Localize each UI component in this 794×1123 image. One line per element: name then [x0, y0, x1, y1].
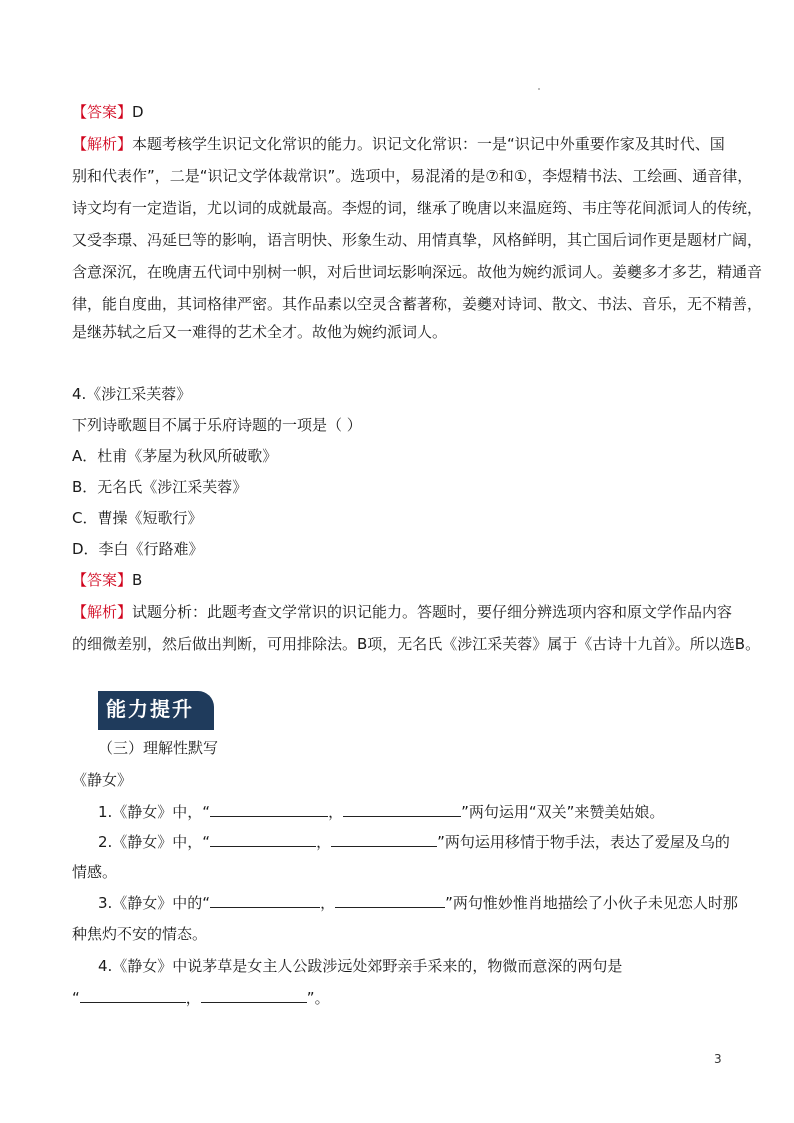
scan-dot: [538, 88, 540, 90]
answer-value: B: [132, 571, 143, 589]
analysis2-line-1: [72, 602, 732, 622]
option-a: A．杜甫《茅屋为秋风所破歌》: [72, 447, 278, 465]
sub-heading: （三）理解性默写: [98, 739, 219, 757]
blank-field[interactable]: [343, 802, 461, 817]
analysis-text: 试题分析：此题考查文学常识的识记能力。答题时，要仔细分辨选项内容和原文学作品内容: [132, 603, 733, 621]
item-text: ，: [185, 989, 201, 1007]
blank-field[interactable]: [331, 832, 437, 847]
answer-line-1: [72, 102, 732, 122]
answer-value: D: [132, 103, 144, 121]
item-text: ”两句惟妙惟肖地描绘了小伙子未见恋人时那: [445, 894, 738, 912]
blank-field[interactable]: [210, 893, 320, 908]
question-stem: 下列诗歌题目不属于乐府诗题的一项是（ ）: [72, 416, 362, 434]
analysis-line: 别和代表作”，二是“识记文学体裁常识”。选项中，易混淆的是⑦和①，李煜精书法、工绘画、通音律，: [72, 167, 753, 185]
answer-label: 【答案】: [72, 103, 133, 121]
blank-field[interactable]: [201, 988, 307, 1003]
analysis2-line-2: 的细微差别，然后做出判断，可用排除法。B项，无名氏《涉江采芙蓉》属于《古诗十九首》。所以选B。: [72, 635, 761, 653]
section-heading: 能力提升: [98, 691, 214, 727]
analysis-line: 又受李璟、冯延巳等的影响，语言明快、形象生动、用情真挚，风格鲜明，其亡国后词作更是题材广阔，: [72, 231, 763, 249]
item-text: ，: [320, 894, 336, 912]
section-heading-underline: [98, 727, 214, 730]
item-text: ”两句运用“双关”来赞美姑娘。: [461, 803, 665, 821]
analysis-line: 律，能自度曲，其词格律严密。其作品素以空灵含蓄著称，姜夔对诗词、散文、书法、音乐，无不精善，: [72, 295, 763, 313]
analysis-line: 诗文均有一定造诣，尤以词的成就最高。李煜的词，继承了晚唐以来温庭筠、韦庄等花间派词人的传统，: [72, 199, 763, 217]
fill-item-3-cont: 种焦灼不安的情态。: [72, 925, 208, 943]
question-title: 4.《涉江采芙蓉》: [72, 385, 192, 403]
fill-item-1: [98, 802, 758, 822]
fill-item-2: [98, 832, 758, 852]
analysis-label: 【解析】: [72, 603, 133, 621]
analysis-line-1: [72, 134, 732, 154]
analysis-text: 本题考核学生识记文化常识的能力。识记文化常识：一是“识记中外重要作家及其时代、国: [132, 135, 725, 153]
blank-field[interactable]: [80, 988, 186, 1003]
answer-line-2: [72, 570, 732, 590]
item-text: ”。: [306, 989, 330, 1007]
item-text: “: [72, 989, 80, 1007]
blank-field[interactable]: [210, 802, 328, 817]
option-d: D．李白《行路难》: [72, 540, 204, 558]
item-text: ，: [328, 803, 344, 821]
fill-item-3: [98, 893, 758, 913]
fill-item-4-blanks: [72, 988, 732, 1008]
item-text: 2.《静女》中，“: [98, 833, 211, 851]
page-number: 3: [714, 1052, 722, 1066]
blank-field[interactable]: [335, 893, 445, 908]
answer-label: 【答案】: [72, 571, 133, 589]
item-text: 1.《静女》中，“: [98, 803, 211, 821]
analysis-line: 含意深沉，在晚唐五代词中别树一帜，对后世词坛影响深远。故他为婉约派词人。姜夔多才多艺，精通音: [72, 263, 763, 281]
poem-title: 《静女》: [72, 771, 133, 789]
fill-item-2-cont: 情感。: [72, 863, 118, 881]
option-b: B．无名氏《涉江采芙蓉》: [72, 478, 248, 496]
analysis-line: 是继苏轼之后又一难得的艺术全才。故他为婉约派词人。: [72, 323, 448, 341]
option-c: C．曹操《短歌行》: [72, 509, 203, 527]
item-text: ，: [316, 833, 332, 851]
item-text: ”两句运用移情于物手法，表达了爱屋及乌的: [437, 833, 730, 851]
analysis-label: 【解析】: [72, 135, 133, 153]
blank-field[interactable]: [210, 832, 316, 847]
item-text: 3.《静女》中的“: [98, 894, 211, 912]
fill-item-4: 4.《静女》中说茅草是女主人公跋涉远处郊野亲手采来的，物微而意深的两句是: [98, 957, 623, 975]
